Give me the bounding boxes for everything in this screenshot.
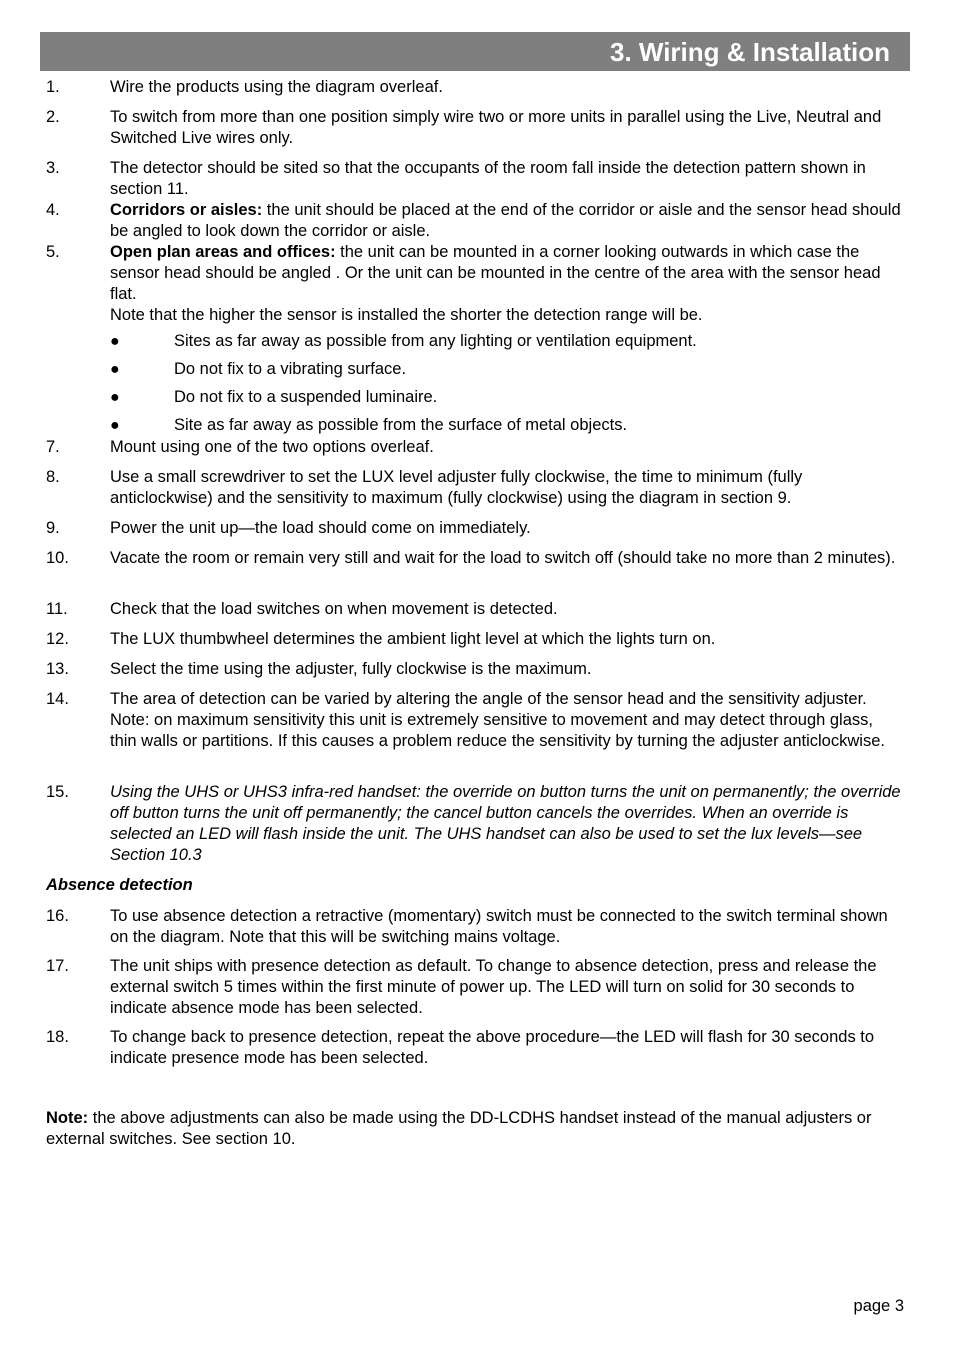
item-number: 8. [46, 468, 60, 486]
list-item [46, 77, 902, 98]
footer-note [46, 1108, 906, 1150]
list-item [46, 956, 902, 1019]
height-note: Note that the higher the sensor is installed the shorter the detection range will be. [110, 306, 703, 324]
item-text [110, 242, 902, 305]
bullet-text: Do not fix to a vibrating surface. [174, 360, 407, 378]
bullet-text: Site as far away as possible from the surface of metal objects. [174, 416, 628, 434]
item-number: 10. [46, 549, 69, 567]
item-text: Vacate the room or remain very still and wait for the load to switch off (should take no more than 2 minutes). [110, 549, 896, 567]
list-item [46, 548, 902, 569]
page-number: page 3 [853, 1297, 904, 1315]
bullet-item [110, 331, 890, 352]
item-text: Select the time using the adjuster, fully clockwise is the maximum. [110, 660, 592, 678]
item-bold-lead: Open plan areas and offices: [110, 243, 336, 261]
item-number: 2. [46, 108, 60, 126]
list-item [46, 906, 902, 948]
absence-heading: Absence detection [46, 876, 193, 894]
bullet-item [110, 387, 890, 408]
list-item [46, 242, 902, 305]
item-bold-lead: Corridors or aisles: [110, 201, 263, 219]
item-number: 12. [46, 630, 69, 648]
item-number: 1. [46, 78, 60, 96]
list-item [46, 782, 902, 866]
item-number: 4. [46, 201, 60, 219]
item-number: 15. [46, 783, 69, 801]
bullet-dot-icon: ● [110, 389, 120, 406]
list-item [46, 659, 902, 680]
item-text: The unit ships with presence detection as default. To change to absence detection, press and release the external switch 5 times within the first minute of power up. The LED will turn on solid for 30 seconds to indicate absence mode has been selected. [110, 957, 877, 1017]
item-text: The area of detection can be varied by altering the angle of the sensor head and the sensitivity adjuster. Note: on maximum sensitivity this unit is extremely sensitive to movement and may detect through glass, thin walls or partitions. If this causes a problem reduce the sensitivity by turning the adjuster anticlockwise. [110, 690, 885, 750]
list-item [46, 518, 902, 539]
item-number: 18. [46, 1028, 69, 1046]
item-text: The LUX thumbwheel determines the ambient light level at which the lights turn on. [110, 630, 716, 648]
item-text: Use a small screwdriver to set the LUX level adjuster fully clockwise, the time to minimum (fully anticlockwise) and the sensitivity to maximum (fully clockwise) using the diagram in section 9. [110, 468, 803, 507]
item-text: To use absence detection a retractive (momentary) switch must be connected to the switch terminal shown on the diagram. Note that this will be switching mains voltage. [110, 907, 888, 946]
item-number: 16. [46, 907, 69, 925]
bullet-item [110, 359, 890, 380]
bullet-dot-icon: ● [110, 361, 120, 378]
item-text: Power the unit up—the load should come on immediately. [110, 519, 531, 537]
item-text: The detector should be sited so that the occupants of the room fall inside the detection pattern shown in section 11. [110, 159, 866, 198]
item-text: Mount using one of the two options overleaf. [110, 438, 434, 456]
footer-note-text: the above adjustments can also be made using the DD-LCDHS handset instead of the manual adjusters or external switches. See section 10. [46, 1109, 872, 1148]
item-number: 5. [46, 243, 60, 261]
item-number: 3. [46, 159, 60, 177]
item-number: 14. [46, 690, 69, 708]
list-item [46, 437, 902, 458]
item-text [110, 200, 902, 242]
section-title: 3. Wiring & Installation [609, 37, 890, 67]
item-text: To switch from more than one position simply wire two or more units in parallel using the Live, Neutral and Switched Live wires only. [110, 108, 882, 147]
bullet-item [110, 415, 890, 436]
list-item [46, 599, 902, 620]
item-number: 13. [46, 660, 69, 678]
item-text: Check that the load switches on when movement is detected. [110, 600, 558, 618]
item-number: 11. [46, 600, 68, 618]
list-item [46, 467, 902, 509]
section-header-bar [40, 32, 910, 71]
item-text: Using the UHS or UHS3 infra-red handset: the override on button turns the unit on permanently; the override off button turns the unit off permanently; the cancel button cancels the overrides. When an override is selected an LED will flash inside the unit. The UHS handset can also be used to set the lux levels—see Section 10.3 [110, 783, 901, 864]
list-item [46, 200, 902, 242]
item-number: 7. [46, 438, 60, 456]
bullet-dot-icon: ● [110, 333, 120, 350]
list-item [46, 629, 902, 650]
item-number: 9. [46, 519, 60, 537]
item-body: the unit should be placed at the end of the corridor or aisle and the sensor head should be angled to look down the corridor or aisle. [110, 201, 901, 240]
item-body: the unit can be mounted in a corner looking outwards in which case the sensor head should be angled . Or the unit can be mounted in the centre of the area with the sensor head flat. [110, 243, 881, 303]
bullet-dot-icon: ● [110, 417, 120, 434]
item-text: To change back to presence detection, repeat the above procedure—the LED will flash for 30 seconds to indicate presence mode has been selected. [110, 1028, 875, 1067]
bullet-text: Sites as far away as possible from any lighting or ventilation equipment. [174, 332, 697, 350]
bullet-text: Do not fix to a suspended luminaire. [174, 388, 438, 406]
list-item [46, 1027, 902, 1069]
item-number: 17. [46, 957, 69, 975]
list-item [46, 689, 902, 752]
list-item [46, 107, 902, 149]
item-text: Wire the products using the diagram overleaf. [110, 78, 443, 96]
footer-note-label: Note: [46, 1109, 89, 1127]
list-item [46, 158, 902, 200]
